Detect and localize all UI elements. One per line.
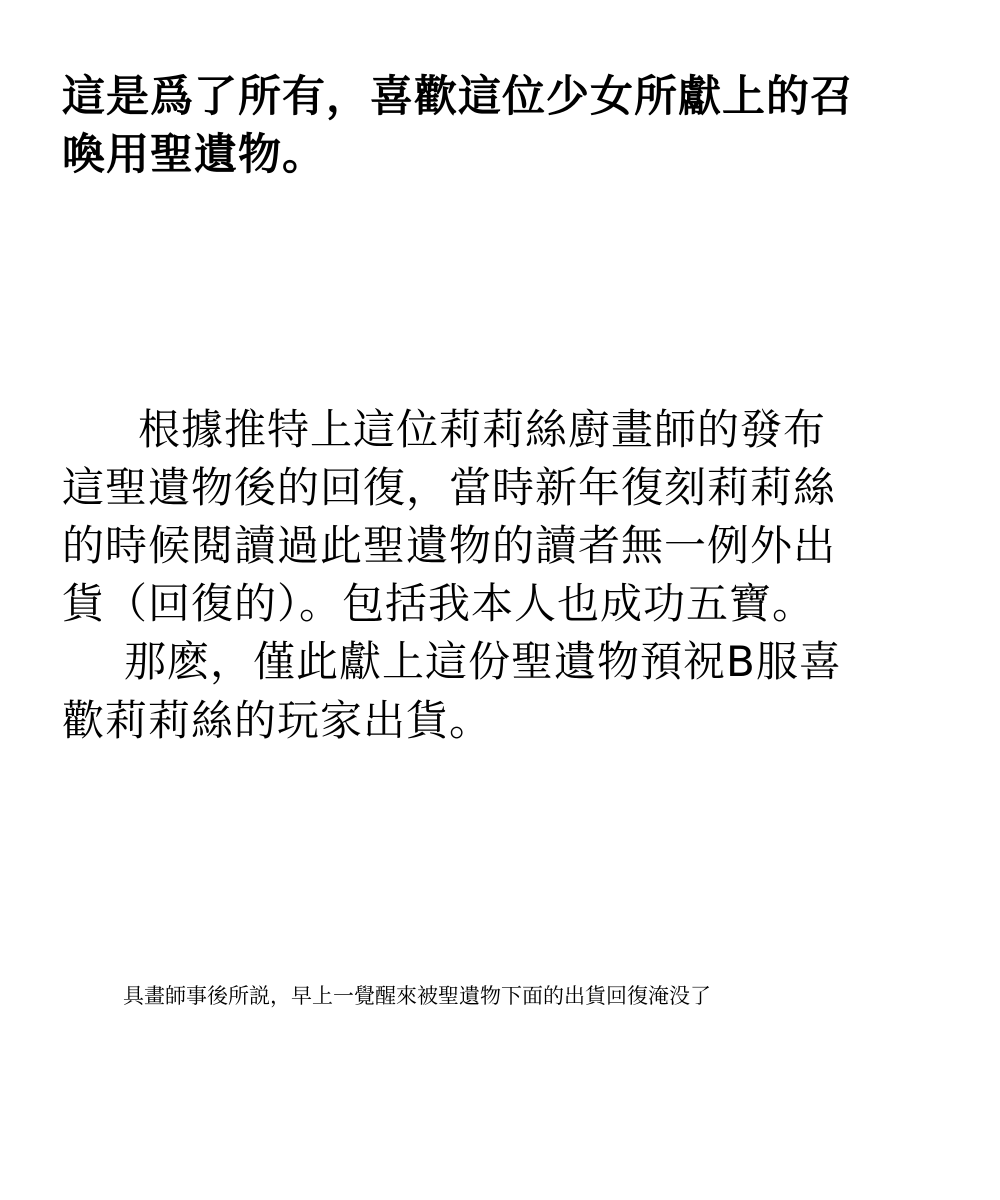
- footnote: 具畫師事後所説，早上一覺醒來被聖遺物下面的出貨回復淹没了: [123, 984, 711, 1008]
- body-line: 歡莉莉絲的玩家出貨。: [62, 696, 493, 745]
- body-line: 根據推特上這位莉莉絲廚畫師的發布: [138, 405, 827, 454]
- title-line: 這是爲了所有，喜歡這位少女所獻上的召: [62, 72, 854, 122]
- body-line: 那麽，僅此獻上這份聖遺物預祝B服喜: [124, 637, 842, 686]
- body-line: 的時候閱讀過此聖遺物的讀者無一例外出: [62, 521, 837, 570]
- body-line: 這聖遺物後的回復，當時新年復刻莉莉絲: [62, 463, 837, 512]
- body-line: 貨（回復的）。包括我本人也成功五寶。: [62, 579, 816, 628]
- title-line: 喚用聖遺物。: [62, 130, 326, 180]
